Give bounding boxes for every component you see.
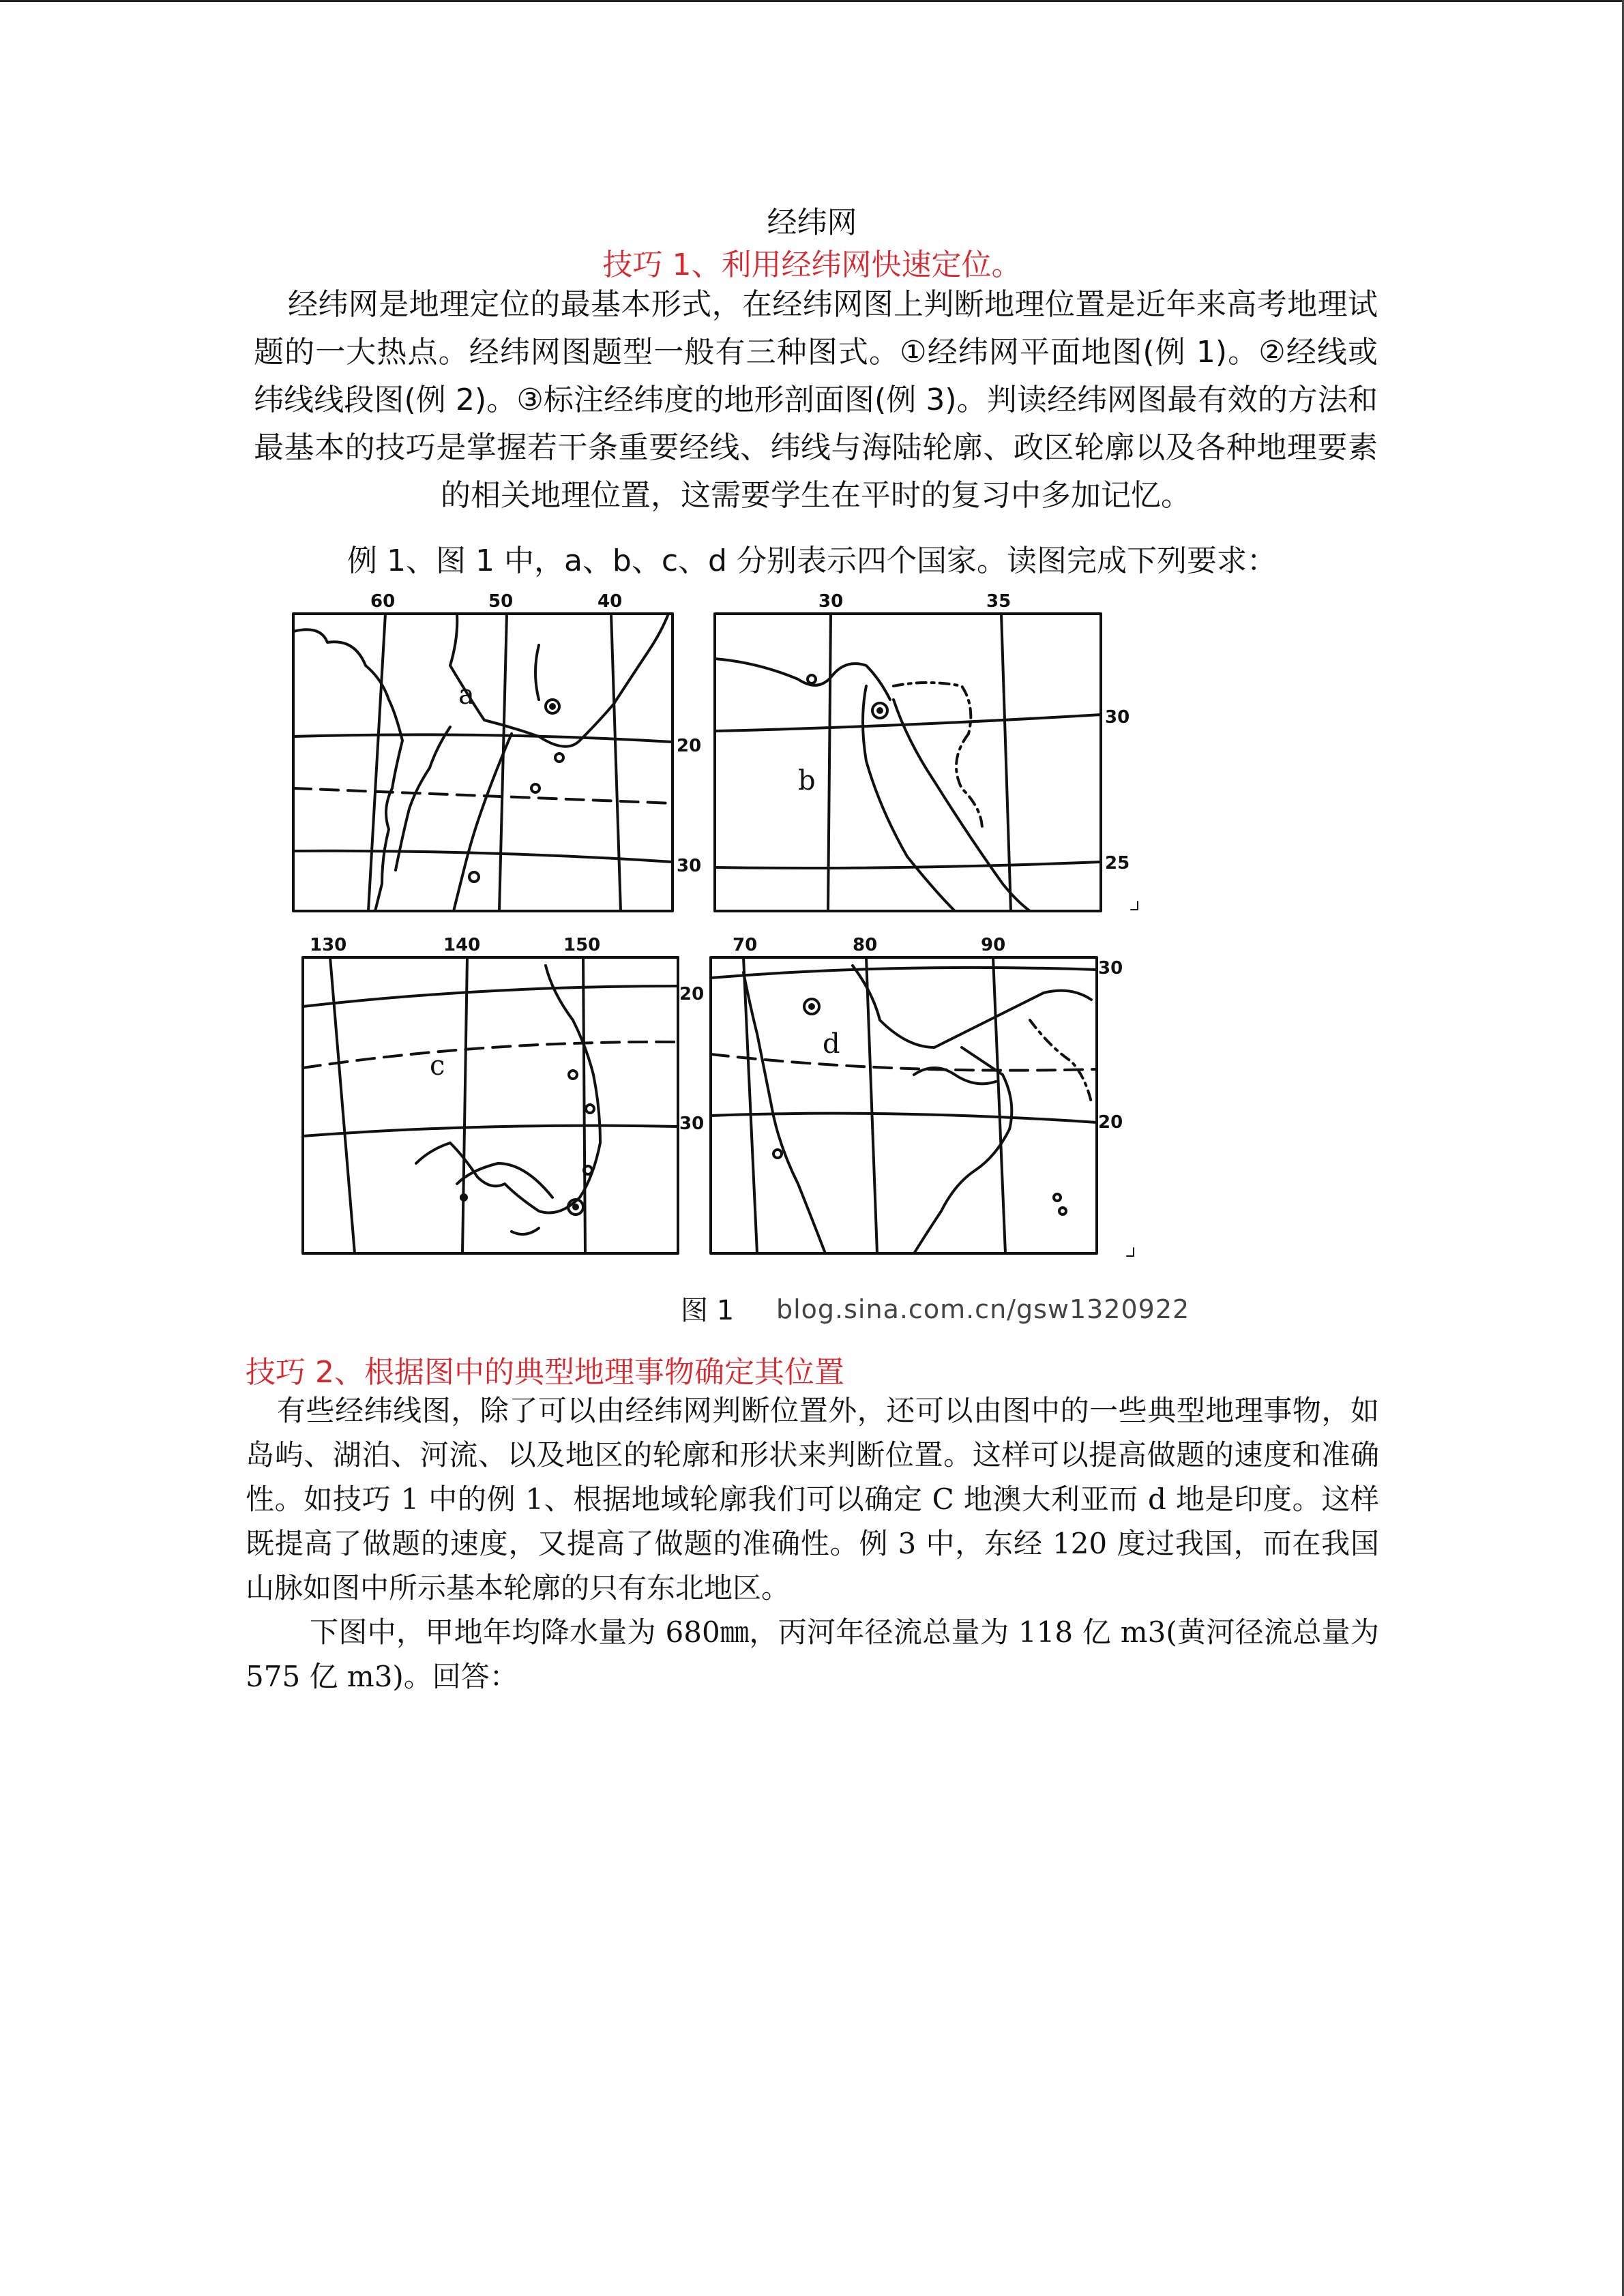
map-a-capital-dot <box>550 704 555 709</box>
map-c-parallel <box>303 986 678 1007</box>
map-d-city <box>773 1150 782 1158</box>
map-c <box>303 935 704 1253</box>
map-c-tick-side: 30 <box>679 1114 705 1134</box>
map-d-tick-side: 30 <box>1098 958 1123 979</box>
map-a-parallel <box>293 851 673 862</box>
map-c-label: c <box>430 1050 445 1082</box>
page-title: 经纬网 <box>767 205 857 240</box>
map-c-coast-east <box>416 966 600 1213</box>
example1-prompt: 例 1、图 1 中，a、b、c、d 分别表示四个国家。读图完成下列要求： <box>347 543 1277 578</box>
map-b-tick-top: 35 <box>986 591 1012 612</box>
map-c-meridian <box>462 957 467 1253</box>
map-c-island-dot <box>461 1195 467 1200</box>
map-d-himalaya <box>853 966 1091 1047</box>
map-a-coast-east <box>450 614 668 747</box>
map-a-river <box>396 727 450 870</box>
map-b-meridian <box>828 614 831 911</box>
map-c-tick-side: 20 <box>679 984 705 1004</box>
map-a-coast-west <box>293 629 402 911</box>
map-d-island <box>1054 1194 1061 1201</box>
map-d-tick-top: 90 <box>981 935 1006 955</box>
map-a-meridian <box>611 614 621 911</box>
map-b-tick-side: 25 <box>1105 853 1130 874</box>
map-c-island <box>512 1228 539 1234</box>
question-intro-paragraph: 下图中，甲地年均降水量为 680㎜，丙河年径流总量为 118 亿 m3(黄河径流总量为 575 亿 m3)。回答： <box>246 1615 1379 1693</box>
map-a-city <box>531 784 540 792</box>
map-b-label: b <box>798 765 816 796</box>
figure-1-maps <box>280 584 1180 1334</box>
map-a-city <box>555 754 563 762</box>
map-d-border <box>1030 1020 1091 1102</box>
map-c-city <box>586 1105 594 1113</box>
map-d-frame <box>711 957 1097 1253</box>
map-d-label: d <box>823 1028 840 1060</box>
map-b-tick-side: 30 <box>1105 707 1130 728</box>
map-b-parallel <box>715 715 1101 731</box>
map-b-nile <box>863 686 955 911</box>
map-d-tick-side: 20 <box>1098 1112 1123 1133</box>
map-b-capital-dot <box>878 709 882 713</box>
map-d-island <box>1059 1208 1066 1214</box>
return-mark-icon <box>1127 1248 1134 1256</box>
map-b-city <box>808 675 816 683</box>
map-d-meridian <box>866 957 877 1253</box>
map-c-city <box>569 1071 577 1079</box>
map-a <box>293 591 701 911</box>
map-a-tick-top: 60 <box>370 591 396 612</box>
blog-watermark: blog.sina.com.cn/gsw1320922 <box>776 1294 1190 1324</box>
map-b-border <box>956 734 982 829</box>
figure-caption: 图 1 <box>681 1295 735 1326</box>
return-mark-icon <box>1131 901 1138 910</box>
map-a-tick-side: 20 <box>677 736 702 756</box>
tip2-heading: 技巧 2、根据图中的典型地理事物确定其位置 <box>246 1355 844 1390</box>
map-b-tick-top: 30 <box>818 591 844 612</box>
map-d-tick-top: 80 <box>853 935 878 955</box>
intro-paragraph <box>254 281 1378 520</box>
map-c-capital-dot <box>574 1205 578 1209</box>
map-b <box>715 591 1130 911</box>
map-c-tropic <box>303 1042 678 1068</box>
map-d-capital-dot <box>810 1004 814 1009</box>
tip2-body <box>246 1388 1379 1699</box>
tip2-paragraph: 有些经纬线图，除了可以由经纬网判断位置外，还可以由图中的一些典型地理事物，如岛屿、湖泊、河流、以及地区的轮廓和形状来判断位置。这样可以提高做题的速度和准确性。如技巧 1 中的例 1、根据地域轮廓我们可以确定 C 地澳大利亚而 d 地是印度。这样既提高了做题的速度，又提高了做题的准确性。例 3 中，东经 120 度过我国，而在我国山脉如图中所示基本轮廓的只有东北地区。 <box>246 1394 1379 1605</box>
map-a-label: a <box>458 679 475 711</box>
map-c-tick-top: 130 <box>310 935 347 955</box>
map-a-tick-top: 40 <box>597 591 623 612</box>
map-d <box>711 935 1123 1253</box>
map-c-tick-top: 150 <box>563 935 601 955</box>
map-a-city <box>469 872 479 882</box>
map-a-tick-top: 50 <box>488 591 514 612</box>
map-c-tick-top: 140 <box>443 935 481 955</box>
intro-text: 经纬网是地理定位的最基本形式，在经纬网图上判断地理位置是近年来高考地理试题的一大热点。经纬网图题型一般有三种图式。①经纬网平面地图(例 1)。②经线或纬线线段图(例 2)。③标注经纬度的地形剖面图(例 3)。判读经纬网图最有效的方法和最基本的技巧是掌握若干条重要经线、纬线与海陆轮廓、政区轮廓以及各种地理要素的相关地理位置，这需要学生在平时的复习中多加记忆。 <box>254 287 1378 513</box>
map-d-meridian <box>993 957 1005 1253</box>
map-c-city <box>584 1166 592 1174</box>
map-d-parallel <box>711 1114 1097 1122</box>
map-d-tropic <box>711 1054 1097 1071</box>
map-c-parallel <box>303 1126 678 1136</box>
map-b-parallel <box>715 862 1101 868</box>
map-d-tick-top: 70 <box>733 935 758 955</box>
tip1-heading: 技巧 1、利用经纬网快速定位。 <box>602 248 1022 282</box>
map-d-parallel <box>711 968 1097 978</box>
map-a-river2 <box>535 645 539 700</box>
map-a-tick-side: 30 <box>677 856 702 876</box>
